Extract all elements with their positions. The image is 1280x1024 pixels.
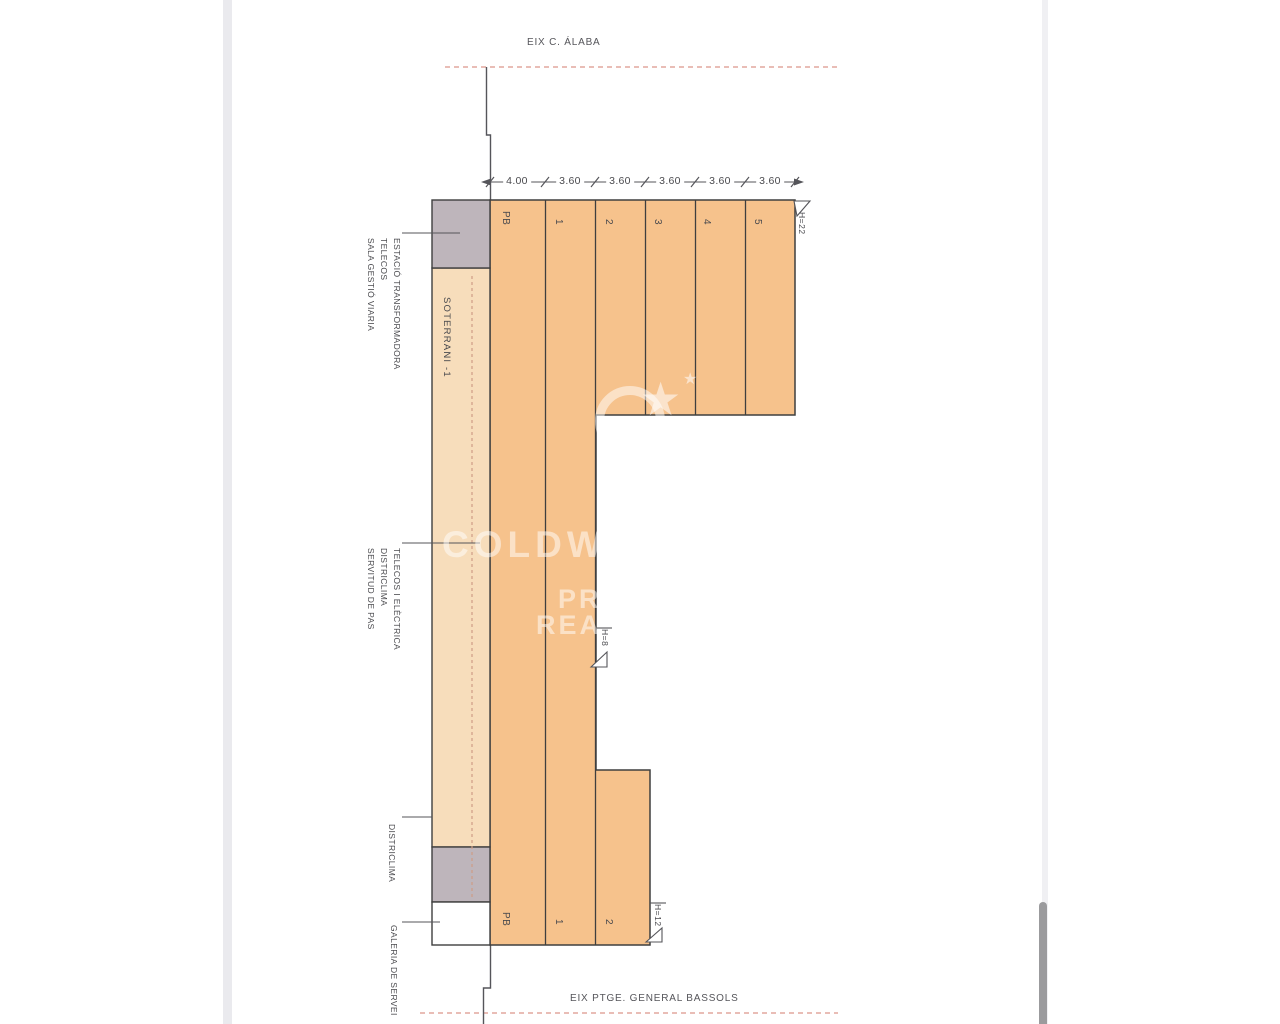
annotation-label: GALERIA DE SERVEI	[389, 925, 399, 1016]
dimension-value: 3.60	[656, 175, 684, 187]
annotation-group-districlima	[387, 824, 397, 882]
height-label-h12: H=12	[653, 904, 663, 927]
floor-label-bottom: 1	[553, 919, 564, 926]
axis-label-top: EIX C. ÁLABA	[527, 37, 601, 48]
watermark-word-2: PR	[558, 584, 602, 614]
watermark-small-star-icon: ★	[683, 371, 698, 388]
floor-label-top: 2	[603, 219, 614, 226]
floor-label-top: 3	[652, 219, 663, 226]
annotation-group-service-gallery	[389, 925, 399, 1016]
watermark-word-1: COLDWE	[442, 524, 637, 565]
annotation-label: TELECOS I ELÈCTRICA	[392, 548, 402, 651]
floor-label-top: PB	[500, 211, 511, 226]
annotation-label: SALA GESTIÓ VIARIA	[366, 238, 376, 332]
watermark-word-3: REA	[536, 610, 603, 640]
annotation-label: DISTRICLIMA	[379, 548, 389, 607]
dimension-value: 3.60	[606, 175, 634, 187]
annotation-group-easement	[366, 548, 402, 650]
height-label-h22: H=22	[797, 212, 807, 235]
annotation-label: ESTACIÓ TRANSFORMADORA	[392, 238, 402, 370]
building-outline	[490, 200, 795, 945]
floor-label-top: 1	[553, 219, 564, 226]
service-gallery-box	[432, 902, 490, 945]
floor-label-top: 5	[752, 219, 763, 226]
dimension-value: 4.00	[503, 175, 531, 187]
floor-label-bottom: 2	[603, 919, 614, 926]
height-label-h8: H=8	[600, 629, 610, 647]
dimension-value: 3.60	[706, 175, 734, 187]
scrollbar-thumb[interactable]	[1039, 902, 1047, 1024]
floor-label-top: 4	[701, 219, 712, 226]
dimension-value: 3.60	[556, 175, 584, 187]
axis-label-bottom: EIX PTGE. GENERAL BASSOLS	[570, 993, 739, 1004]
reference-line-bottom	[484, 945, 491, 1024]
plant-room-top	[432, 200, 490, 268]
basement-label: SOTERRANI -1	[441, 297, 452, 378]
floor-label-bottom: PB	[500, 912, 511, 927]
annotation-label: TELECOS	[379, 238, 389, 281]
annotation-label: SERVITUD DE PAS	[366, 548, 376, 630]
watermark-star-icon: ★	[640, 373, 682, 425]
dimension-value: 3.60	[756, 175, 784, 187]
annotation-label: DISTRICLIMA	[387, 824, 397, 883]
plant-room-bottom	[432, 847, 490, 902]
annotation-group-plant-rooms	[366, 238, 402, 370]
